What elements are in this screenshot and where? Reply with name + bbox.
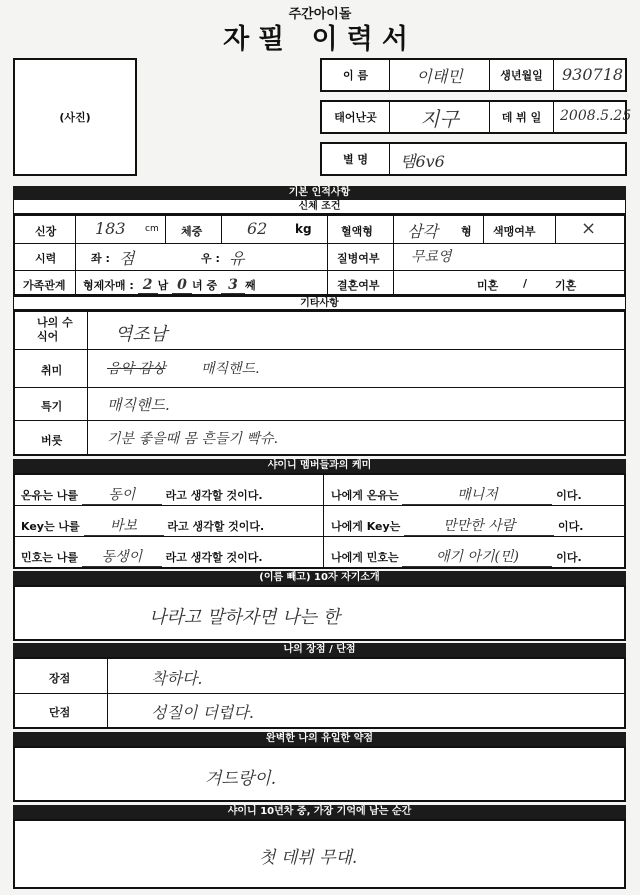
nickname-label: 별 명 bbox=[322, 144, 390, 174]
weakness-box bbox=[13, 746, 626, 802]
sight-left-label: 좌 : bbox=[91, 252, 110, 265]
pros-label: 장점 bbox=[49, 672, 71, 685]
height-value: 183 bbox=[95, 219, 126, 238]
chem-row1-left-tail: 라고 생각할 것이다. bbox=[165, 489, 263, 502]
sight-right-label: 우 : bbox=[201, 252, 220, 265]
other-table bbox=[13, 310, 626, 456]
family-text-a: 형제자매 : bbox=[83, 279, 138, 292]
blood-label: 혈액형 bbox=[341, 225, 373, 238]
chem-row2-right-label: 나에게 Key는 bbox=[331, 520, 401, 533]
chemistry-table bbox=[13, 473, 626, 569]
sight-label: 시력 bbox=[35, 252, 57, 265]
chem-row2-left-value: 바보 bbox=[84, 515, 164, 536]
marriage-label: 결혼여부 bbox=[337, 279, 380, 292]
family-order: 3 bbox=[221, 277, 245, 294]
hobby-value: 매직핸드. bbox=[201, 361, 260, 377]
chem-row1-left-label: 온유는 나를 bbox=[21, 489, 78, 502]
modifier-value: 역조남 bbox=[115, 324, 168, 345]
chem-row1-right-label: 나에게 온유는 bbox=[331, 489, 399, 502]
chem-row3-right-value: 애기 아기(민) bbox=[402, 546, 552, 567]
disease-value: 무료영 bbox=[411, 249, 452, 265]
cons-value: 성질이 더럽다. bbox=[151, 703, 254, 722]
debut-value: 2008.5.25 bbox=[560, 108, 632, 124]
form-title: 자필 이력서 bbox=[223, 24, 417, 55]
weight-unit: kg bbox=[295, 222, 312, 236]
habit-label: 버릇 bbox=[41, 434, 63, 447]
hobby-label: 취미 bbox=[41, 364, 63, 377]
chem-row2-left-tail: 라고 생각할 것이다. bbox=[167, 520, 265, 533]
chem-row2-right-value: 만만한 사람 bbox=[404, 515, 554, 536]
pros-value: 착하다. bbox=[151, 669, 203, 688]
birth-value: 930718 bbox=[562, 65, 624, 84]
photo-label: (사진) bbox=[59, 111, 91, 124]
height-label: 신장 bbox=[35, 225, 57, 238]
name-value: 이태민 bbox=[390, 60, 490, 90]
profile-row-birthplace bbox=[320, 100, 632, 134]
talent-value: 매직핸드. bbox=[107, 396, 170, 414]
birth-label: 생년월일 bbox=[490, 60, 554, 90]
weakness-value: 겨드랑이. bbox=[205, 769, 277, 789]
section-other: 기타사항 bbox=[13, 296, 626, 310]
chem-row2-left-label: Key는 나를 bbox=[21, 520, 80, 533]
family-label: 가족관계 bbox=[23, 279, 66, 292]
moment-value: 첫 데뷔 무대. bbox=[259, 848, 358, 868]
chem-row3-left-label: 민호는 나를 bbox=[21, 551, 78, 564]
chem-row2-right-tail: 이다. bbox=[557, 520, 584, 533]
weight-label: 체중 bbox=[181, 225, 203, 238]
disease-label: 질병여부 bbox=[337, 252, 380, 265]
cons-label: 단점 bbox=[49, 706, 71, 719]
body-table bbox=[13, 214, 626, 296]
chem-row3-right-label: 나에게 민호는 bbox=[331, 551, 399, 564]
blood-unit: 형 bbox=[461, 225, 472, 238]
hobby-struck: 음악 감상 bbox=[107, 361, 166, 377]
name-label: 이 름 bbox=[322, 60, 390, 90]
chem-row3-right-tail: 이다. bbox=[556, 551, 582, 564]
chem-row1-right-value: 매니저 bbox=[402, 484, 552, 505]
weight-value: 62 bbox=[247, 219, 268, 238]
photo-box bbox=[13, 58, 137, 176]
proscons-table bbox=[13, 657, 626, 729]
profile-row-name bbox=[320, 58, 627, 92]
section-proscons: 나의 장점 / 단점 bbox=[13, 643, 626, 657]
chem-row1-left-value: 동이 bbox=[82, 484, 162, 505]
talent-label: 특기 bbox=[41, 400, 63, 413]
section-moment: 샤이니 10년차 중, 가장 기억에 남는 순간 bbox=[13, 805, 626, 819]
habit-value: 기분 좋을때 몸 흔들기 빡슈. bbox=[107, 431, 279, 447]
family-text-b: 남 bbox=[157, 279, 169, 292]
profile-row-nickname bbox=[320, 142, 627, 176]
section-chemistry: 샤이니 멤버들과의 케미 bbox=[13, 459, 626, 473]
family-sons: 2 bbox=[138, 277, 158, 294]
section-intro: (이름 빼고) 10자 자기소개 bbox=[13, 571, 626, 585]
marriage-slash: / bbox=[523, 277, 528, 290]
family-daughters: 0 bbox=[172, 277, 192, 294]
blood-value: 삼각 bbox=[407, 222, 438, 241]
nickname-value: 탬6v6 bbox=[400, 152, 445, 171]
chem-row3-left-value: 동생이 bbox=[82, 546, 162, 567]
chem-row1-right-tail: 이다. bbox=[556, 489, 582, 502]
form-subtitle: 주간아이돌 bbox=[288, 7, 352, 22]
colorblind-value: × bbox=[581, 218, 597, 239]
modifier-label: 나의 수식어 bbox=[37, 316, 73, 343]
section-basic: 기본 인적사항 bbox=[13, 186, 626, 200]
section-body: 신체 조건 bbox=[13, 200, 626, 214]
marriage-married: 기혼 bbox=[555, 279, 577, 292]
section-weakness: 완벽한 나의 유일한 약점 bbox=[13, 732, 626, 746]
birthplace-value: 지구 bbox=[390, 102, 490, 132]
moment-box bbox=[13, 819, 626, 889]
birthplace-label: 태어난곳 bbox=[322, 102, 390, 132]
debut-label: 데 뷔 일 bbox=[490, 102, 554, 132]
height-unit: cm bbox=[145, 224, 159, 234]
sight-left-value: 점 bbox=[119, 249, 135, 268]
marriage-unmarried: 미혼 bbox=[477, 279, 499, 292]
sight-right-value: 유 bbox=[229, 249, 245, 268]
chem-row3-left-tail: 라고 생각할 것이다. bbox=[165, 551, 263, 564]
family-text-d: 째 bbox=[244, 279, 256, 292]
intro-value: 나라고 말하자면 나는 한 bbox=[149, 607, 341, 628]
intro-box bbox=[13, 585, 626, 641]
colorblind-label: 색맹여부 bbox=[493, 225, 536, 238]
family-text-c: 녀 중 bbox=[192, 279, 218, 292]
